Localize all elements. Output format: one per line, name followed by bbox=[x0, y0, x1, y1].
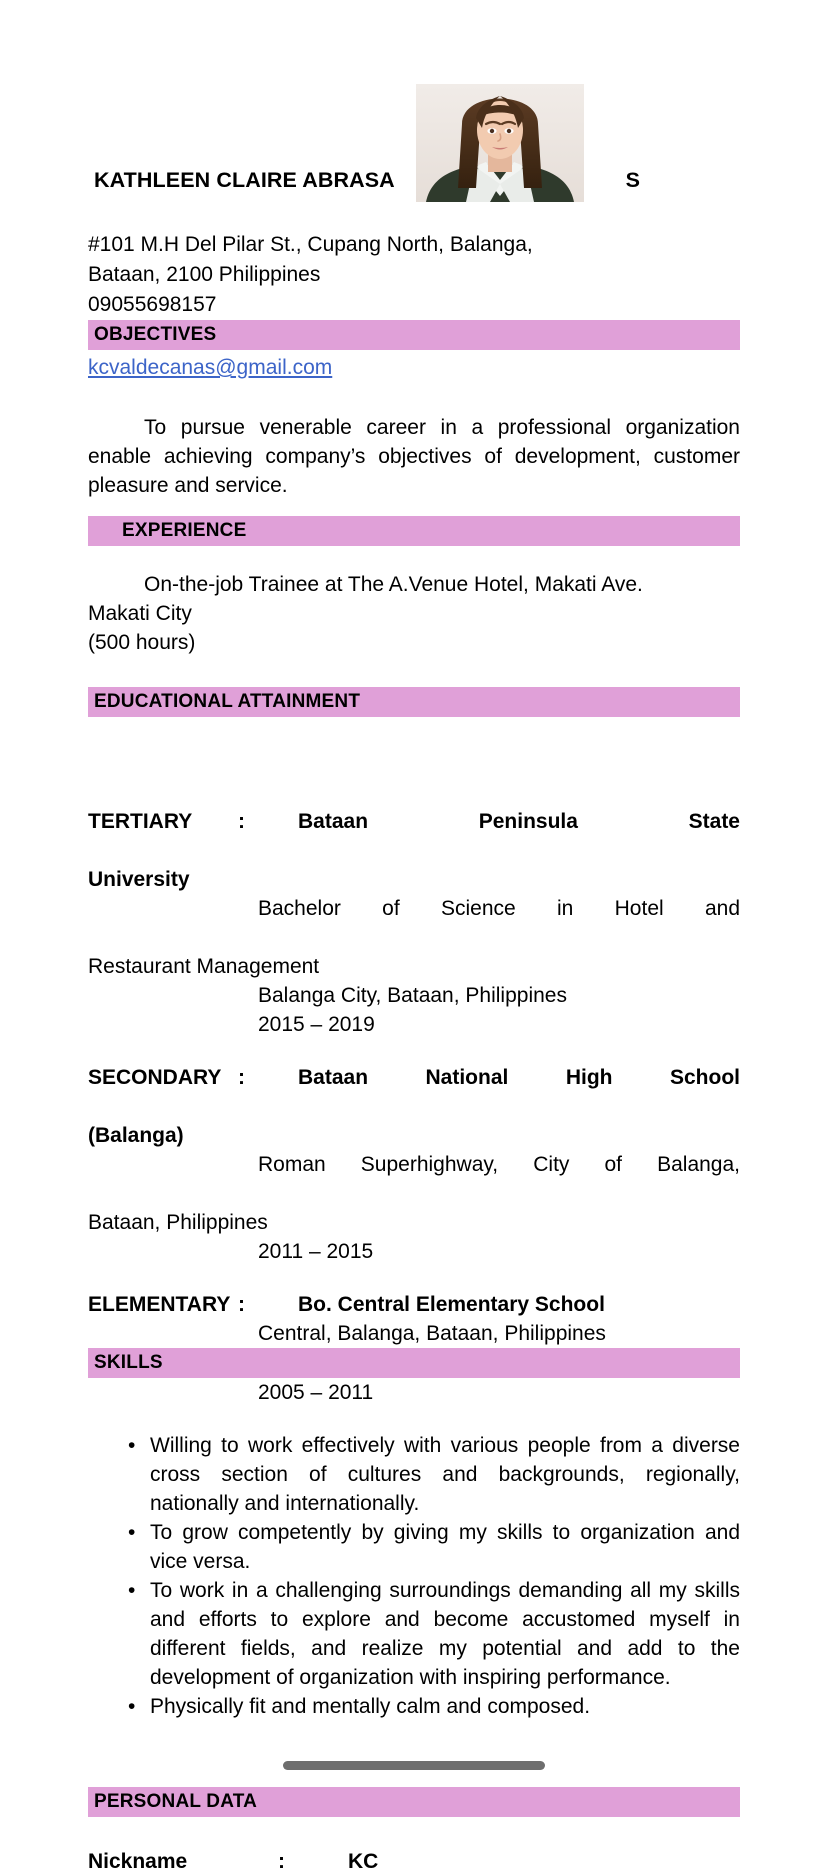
phone-number: 09055698157 bbox=[88, 293, 217, 316]
objectives-body: To pursue venerable career in a professional organization enable achieving company’s objectives of development, customer pleasure and service. bbox=[88, 416, 740, 497]
applicant-name-trailing: S bbox=[625, 168, 640, 192]
education-school-name: Bataan Peninsula State bbox=[298, 810, 740, 833]
skill-item: • To grow competently by giving my skills to organization and vice versa. bbox=[128, 1518, 740, 1576]
section-heading-experience: EXPERIENCE bbox=[88, 516, 740, 546]
experience-line-3: (500 hours) bbox=[88, 631, 196, 654]
education-row-elementary bbox=[88, 1290, 740, 1319]
education-row-tertiary bbox=[88, 807, 740, 865]
education-detail-location: Balanga City, Bataan, Philippines bbox=[258, 984, 567, 1007]
resume-header bbox=[88, 0, 740, 230]
address-line-2: Bataan, 2100 Philippines bbox=[88, 263, 321, 286]
personal-data-value: KC bbox=[348, 1850, 379, 1873]
personal-data-colon: : bbox=[278, 1850, 285, 1873]
skill-item: • To work in a challenging surroundings demanding all my skills and efforts to explore and become accustomed myself in different fields, and realize my potential and add to the development of organization with inspiring performance. bbox=[128, 1576, 740, 1692]
education-detail-degree: Bachelor of Science in Hotel and bbox=[258, 897, 740, 920]
education-detail-location-wrap: Bataan, Philippines bbox=[88, 1211, 268, 1234]
education-colon: : bbox=[238, 1293, 245, 1316]
skill-item: • Physically fit and mentally calm and composed. bbox=[128, 1692, 740, 1721]
education-school-name: Bataan National High School bbox=[298, 1066, 740, 1089]
education-colon: : bbox=[238, 1066, 245, 1089]
section-heading-education: EDUCATIONAL ATTAINMENT bbox=[88, 687, 740, 717]
experience-line-1: On-the-job Trainee at The A.Venue Hotel, Makati Ave. bbox=[144, 573, 643, 596]
applicant-name-visible: KATHLEEN CLAIRE ABRASA bbox=[94, 168, 395, 192]
education-level-label: ELEMENTARY bbox=[88, 1293, 231, 1316]
education-school-name-wrap: University bbox=[88, 868, 190, 891]
education-school-name-wrap: (Balanga) bbox=[88, 1124, 184, 1147]
education-level-label: TERTIARY bbox=[88, 810, 193, 833]
education-colon: : bbox=[238, 810, 245, 833]
education-years: 2011 – 2015 bbox=[258, 1240, 374, 1263]
experience-line-2: Makati City bbox=[88, 602, 192, 625]
education-detail-degree-wrap: Restaurant Management bbox=[88, 955, 320, 978]
personal-data-label: Nickname bbox=[88, 1850, 188, 1873]
education-detail-location: Central, Balanga, Bataan, Philippines bbox=[258, 1322, 606, 1345]
section-heading-skills: SKILLS bbox=[88, 1348, 740, 1378]
skill-item: • Willing to work effectively with various people from a diverse cross section of cultures and backgrounds, regionally, nationally and internationally. bbox=[128, 1431, 740, 1518]
education-level-label: SECONDARY bbox=[88, 1066, 222, 1089]
personal-data-row-nickname bbox=[88, 1847, 740, 1876]
address-line-1: #101 M.H Del Pilar St., Cupang North, Balanga, bbox=[88, 233, 533, 256]
education-school-name: Bo. Central Elementary School bbox=[298, 1293, 605, 1316]
skills-list bbox=[88, 1431, 740, 1721]
education-detail-location: Roman Superhighway, City of Balanga, bbox=[258, 1153, 740, 1176]
education-years: 2015 – 2019 bbox=[258, 1013, 375, 1036]
section-heading-objectives: OBJECTIVES bbox=[88, 320, 740, 350]
scroll-handle[interactable] bbox=[283, 1761, 545, 1770]
email-link[interactable]: kcvaldecanas@gmail.com bbox=[88, 356, 333, 379]
education-row-secondary bbox=[88, 1063, 740, 1121]
education-years: 2005 – 2011 bbox=[258, 1381, 374, 1404]
section-heading-personal-data: PERSONAL DATA bbox=[88, 1787, 740, 1817]
